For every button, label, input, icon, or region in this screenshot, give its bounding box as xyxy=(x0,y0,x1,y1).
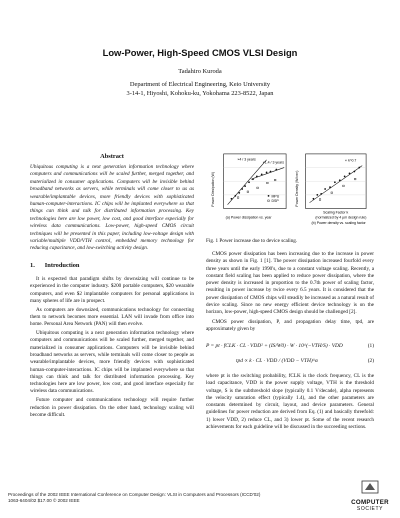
equation-2-number: (2) xyxy=(367,358,374,364)
figure-1 xyxy=(206,150,374,230)
equation-2-text: tpd ∝ k · CL · VDD / (VDD − VTH)^α xyxy=(236,358,318,364)
legend-mpu: MPU xyxy=(271,194,280,199)
abstract-text: Ubiquitous computing is a next generation information technology where computers and communications will be scaled further, merged together, and materialized in consumer applications. Computers will be invisible behind broadband networks as servers, while terminals will come closer to us as wearable/implantable devices, more friendly devices with sophisticated human-computer-interactions. IC chips will be implanted everywhere so that things can think and talk for distributed information processing. Key technologies here are low power, low cost, and good interface especially for wireless data communications. Low-power, high-speed CMOS circuit techniques will be presented in this paper, including low-voltage design with variable/multiple VDD/VTH control, embedded memory technology for reducing capacitance, and low-switching activity design. xyxy=(30,164,194,252)
legend-dsp: DSP xyxy=(271,199,279,204)
logo-line-1: COMPUTER xyxy=(351,499,389,506)
abstract-heading: Abstract xyxy=(100,153,124,160)
section-heading xyxy=(30,262,89,269)
axis-note-b: (normalized by 4 µm design rule) xyxy=(315,215,367,220)
computer-society-logo xyxy=(346,480,394,512)
logo-icon xyxy=(361,480,379,494)
intro-paragraph: Ubiquitous computing is a next generation information technology where computers and communications will be scaled further, merged together, and materialized in consumer applications. Computers will be invisible behind broadband networks as servers, while terminals will come closer to people as wearable/implantable devices, more friendly devices with sophisticated human-computer-interactions. IC chips will be implanted everywhere so that things can think and talk for distributed information processing. Key technologies here are low power, low cost, and good interface especially for wireless data communications. xyxy=(30,330,194,395)
intro-paragraph: As computers are downsized, communications technology for connecting them to network becomes more essential. LAN will invade from office into home. Personal Area Network (PAN) will then evolve. xyxy=(30,306,194,328)
trend-label-k: ∝ k^0.7 xyxy=(344,158,357,163)
intro-paragraph: It is expected that paradigm shifts by downsizing will continue to be experienced in the computer industry. $200 portable computers, $20 wearable computers, and even $2 implantable computers for personal applications in many spheres of life are in prospect. xyxy=(30,276,194,304)
body-paragraph: CMOS power dissipation, P, and propagation delay time, tpd, are approximately given by xyxy=(206,318,374,332)
equation-2 xyxy=(206,358,374,364)
right-body-continued: where pt is the switching probability, fCLK is the clock frequency, CL is the load capacitance, VDD is the power supply voltage, VTH is the threshold voltage, S is the subthreshold slope (typically 0.1 V/decade), alpha represents the velocity saturation effect (typically 1.4), and the other parameters are constants determined by circuit, layout, and device parameters. General guidelines for power reduction are derived from Eq. (1) and basically threefold: 1) lower VDD, 2) reduce CL, and 3) lower pt. Some of the recent research achievements for each guideline will be discussed in the succeeding sections. xyxy=(206,373,374,431)
affiliation-line-1: Department of Electrical Engineering, Keio University xyxy=(129,81,271,88)
axis-label-b-y: Power Density (W/cm²) xyxy=(294,170,299,207)
footer-copyright: 1063-6404/02 $17.00 © 2002 IEEE xyxy=(8,498,80,503)
page-footer xyxy=(8,492,260,504)
intro-paragraph: Future computer and communications technology will require further reduction in power dissipation. On the other hand, technology scaling will become difficult. xyxy=(30,397,194,418)
axis-label-a-y: Power Dissipation (W) xyxy=(210,171,215,207)
section-number: 1. xyxy=(30,262,35,269)
body-paragraph: CMOS power dissipation has been increasing due to the increase in power density as shown in Fig. 1 [1]. The power dissipation increased fourfold every three years until the early 1990's, due to a constant voltage scaling. Recently, a constant field scaling has been applied to reduce power dissipation, where the power density is increased in proportion to the 0.7th power of scaling factor, resulting in power increase by twice every 6.5 years. It is considered that the power dissipation of CMOS chips will steadily be increased as a natural result of device scaling. Since no new energy efficient device technology is on the horizon, low-power, high-speed CMOS design should be challenged [2]. xyxy=(206,251,374,316)
equation-1 xyxy=(206,343,374,349)
equation-1-text: P = pt · fCLK · CL · VDD² + (IS/W0) · W · 10^(−VTH/S) · VDD xyxy=(206,343,343,349)
author-name: Tadahiro Kuroda xyxy=(178,68,222,75)
axis-label-b-x: Scaling Factor k xyxy=(323,210,349,215)
panel-b-caption: (b) Power density vs. scaling factor xyxy=(311,221,366,226)
section-title: Introduction xyxy=(44,262,80,269)
right-body xyxy=(206,251,374,335)
trend-label-4x: ×4 / 3 years xyxy=(237,157,256,162)
figure-caption: Fig. 1 Power increase due to device scaling. xyxy=(206,238,298,244)
affiliation-line-2: 3-14-1, Hiyoshi, Kohoku-ku, Yokohama 223-8522, Japan xyxy=(126,90,274,97)
intro-body xyxy=(30,276,194,421)
footer-proceedings: Proceedings of the 2002 IEEE International Conference on Computer Design: VLSI in Computers and Processors (ICCD'02) xyxy=(8,492,261,497)
equation-1-number: (1) xyxy=(367,343,374,349)
panel-a-caption: (a) Power dissipation vs. year xyxy=(225,215,272,220)
paper-title: Low-Power, High-Speed CMOS VLSI Design xyxy=(102,47,298,58)
trend-label-1-4x: ×1.4 / 3 years xyxy=(262,160,284,165)
figure-panel-b xyxy=(295,154,367,225)
figure-panel-a xyxy=(211,154,286,219)
logo-line-2: SOCIETY xyxy=(356,506,384,512)
author-block xyxy=(0,67,400,98)
